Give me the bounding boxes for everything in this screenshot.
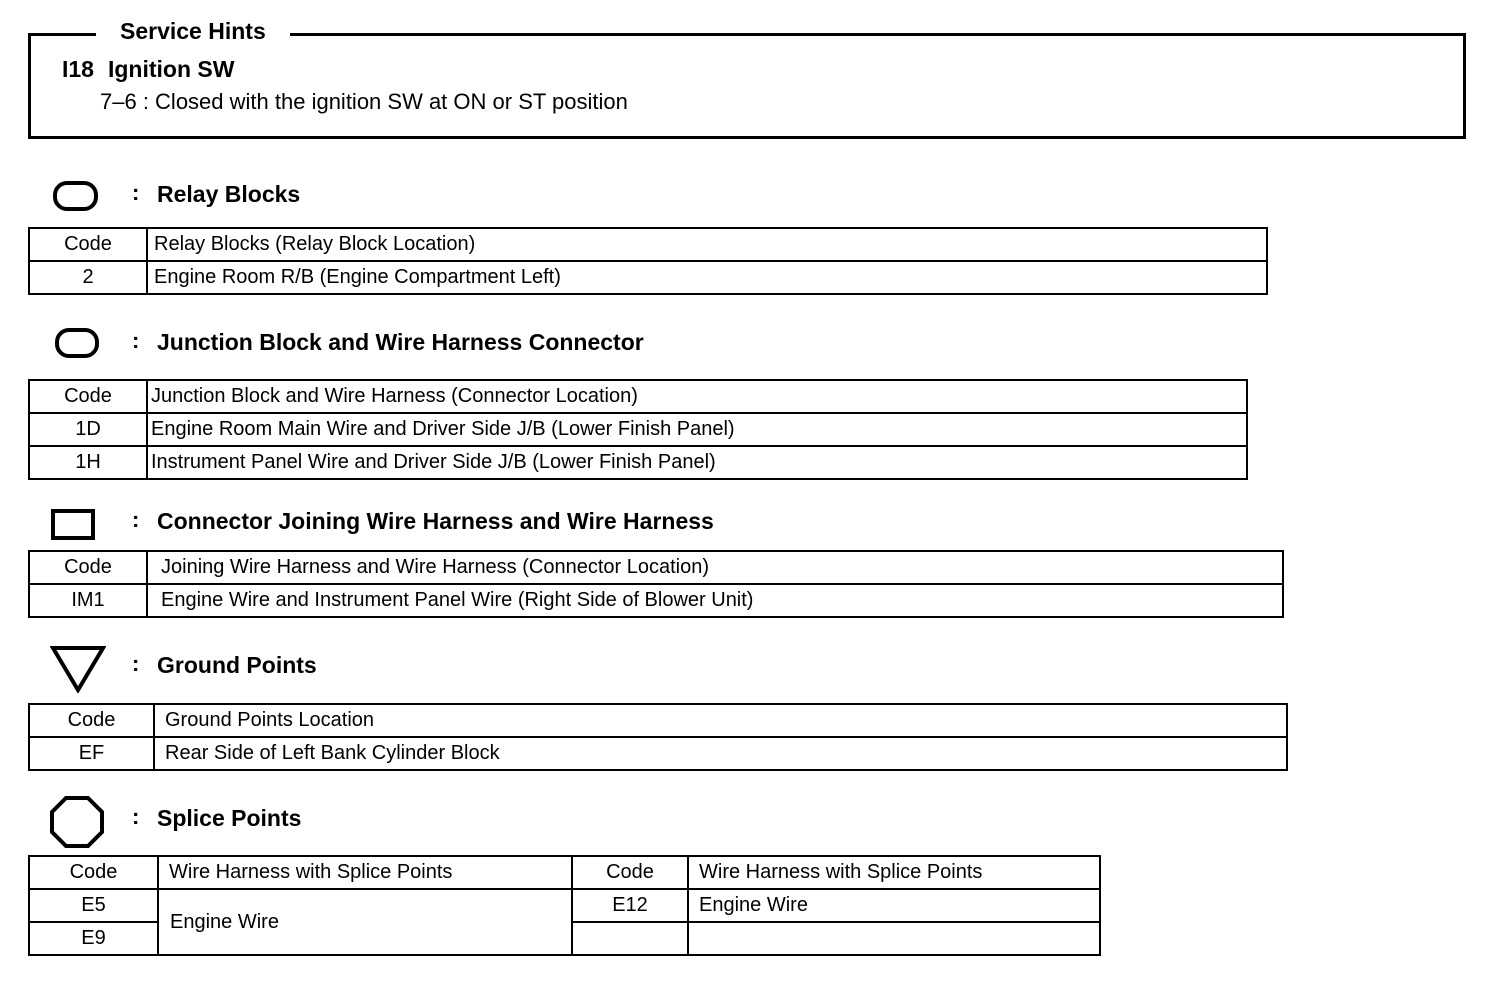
relay-blocks-table — [28, 227, 1268, 295]
rectangle-icon — [51, 509, 95, 540]
cell-location: Engine Room Main Wire and Driver Side J/B (Lower Finish Panel) — [147, 413, 1247, 446]
cell-code: 1H — [29, 446, 147, 479]
header-code: Code — [29, 856, 158, 889]
table-header-row — [29, 551, 1283, 584]
component-heading — [62, 54, 234, 84]
cell-code: E9 — [29, 922, 158, 955]
table-row — [29, 737, 1287, 770]
cell-location: Engine Room R/B (Engine Compartment Left) — [147, 261, 1267, 294]
cell-harness: Engine Wire — [688, 889, 1100, 922]
service-hint-line: 7–6 : Closed with the ignition SW at ON or ST position — [100, 89, 628, 114]
header-code: Code — [572, 856, 688, 889]
header-harness: Wire Harness with Splice Points — [688, 856, 1100, 889]
header-code: Code — [29, 228, 147, 261]
section-colon: : — [132, 651, 140, 676]
table-row — [29, 584, 1283, 617]
header-location: Ground Points Location — [154, 704, 1287, 737]
connector-joining-title: Connector Joining Wire Harness and Wire Harness — [157, 508, 714, 534]
component-name: Ignition SW — [107, 56, 235, 82]
table-row — [29, 413, 1247, 446]
octagon-icon — [49, 795, 105, 849]
rounded-rectangle-icon — [55, 328, 99, 358]
header-code: Code — [29, 551, 147, 584]
relay-blocks-title: Relay Blocks — [157, 181, 301, 207]
table-row — [29, 261, 1267, 294]
section-colon: : — [132, 507, 140, 532]
cell-code: 2 — [29, 261, 147, 294]
header-code: Code — [29, 380, 147, 413]
service-hints-box — [28, 33, 1466, 139]
header-code: Code — [29, 704, 154, 737]
header-location: Joining Wire Harness and Wire Harness (Connector Location) — [147, 551, 1283, 584]
junction-blocks-title: Junction Block and Wire Harness Connector — [157, 329, 644, 355]
cell-code: 1D — [29, 413, 147, 446]
section-colon: : — [132, 804, 140, 829]
cell-code — [572, 922, 688, 955]
cell-location: Instrument Panel Wire and Driver Side J/B (Lower Finish Panel) — [147, 446, 1247, 479]
header-location: Junction Block and Wire Harness (Connector Location) — [147, 380, 1247, 413]
table-header-row — [29, 704, 1287, 737]
splice-points-table — [28, 855, 1101, 956]
section-colon: : — [132, 180, 140, 205]
table-header-row — [29, 856, 1100, 889]
header-harness: Wire Harness with Splice Points — [158, 856, 572, 889]
cell-harness — [688, 922, 1100, 955]
cell-harness: Engine Wire — [158, 889, 572, 955]
component-code: I18 — [62, 56, 94, 82]
ground-points-title: Ground Points — [157, 652, 317, 678]
triangle-down-icon — [50, 645, 106, 693]
table-header-row — [29, 228, 1267, 261]
ground-points-table — [28, 703, 1288, 771]
table-row — [29, 889, 1100, 922]
rounded-rectangle-icon — [53, 181, 98, 211]
cell-location: Engine Wire and Instrument Panel Wire (Right Side of Blower Unit) — [147, 584, 1283, 617]
cell-code: IM1 — [29, 584, 147, 617]
service-hints-title: Service Hints — [96, 16, 290, 46]
header-location: Relay Blocks (Relay Block Location) — [147, 228, 1267, 261]
connector-joining-table — [28, 550, 1284, 618]
splice-points-title: Splice Points — [157, 805, 302, 831]
table-row — [29, 446, 1247, 479]
cell-code: E12 — [572, 889, 688, 922]
cell-code: EF — [29, 737, 154, 770]
junction-blocks-table — [28, 379, 1248, 480]
cell-location: Rear Side of Left Bank Cylinder Block — [154, 737, 1287, 770]
table-header-row — [29, 380, 1247, 413]
section-colon: : — [132, 328, 140, 353]
cell-code: E5 — [29, 889, 158, 922]
